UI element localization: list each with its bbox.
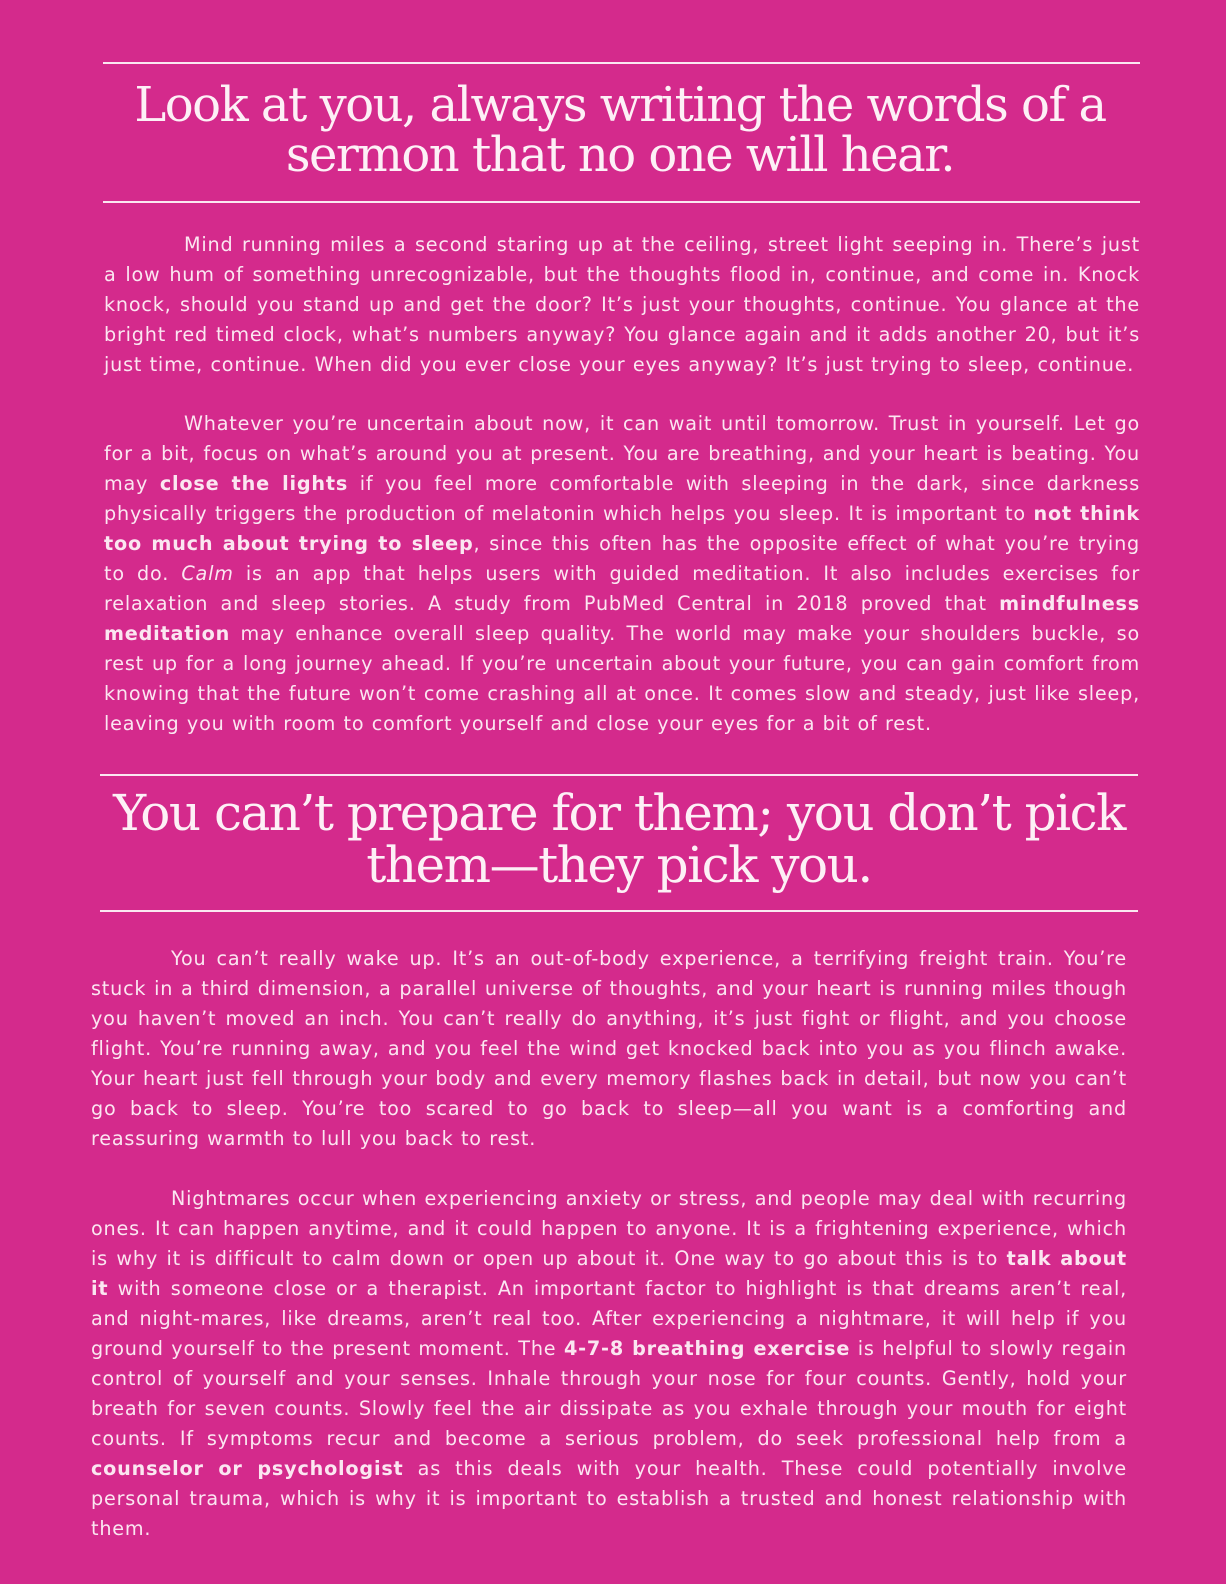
text-run: is helpful to slowly regain control of yourself and your senses. Inhale through your nose for four counts. Gently, hold your breath for seven counts. Slowly feel the air dissipate as you exhale through your mouth for eight counts. If symptoms recur and become a serious problem, do seek professional help from a bbox=[91, 1337, 1127, 1450]
italic-phrase: Calm bbox=[181, 562, 234, 585]
section-2-paragraph-2 bbox=[91, 1184, 1127, 1544]
text-run: Nightmares occur when experiencing anxiety or stress, and people may deal with recurring ones. It can happen anytime, and it could happen to anyone. It is a frightening experience, which is why it is difficult to calm down or open up about it. One way to go about this is to bbox=[91, 1187, 1127, 1270]
bold-phrase: 4-7-8 breathing exercise bbox=[563, 1337, 851, 1360]
section-1-paragraph-1 bbox=[104, 230, 1140, 380]
bold-phrase: talk about it bbox=[91, 1247, 1127, 1300]
text-run: if you feel more comfortable with sleeping in the dark, since darkness physically triggers the production of melatonin which helps you sleep. It is important to bbox=[104, 472, 1140, 525]
text-run: is an app that helps users with guided meditation. It also includes exercises for relaxation and sleep stories. A study from PubMed Central in 2018 proved that bbox=[104, 562, 1141, 615]
top-rule-1 bbox=[103, 62, 1140, 64]
bold-phrase: close the lights bbox=[159, 472, 349, 495]
section-2-heading: You can’t prepare for them; you don’t pick them—they pick you. bbox=[113, 784, 1125, 894]
section-1-heading: Look at you, always writing the words of a sermon that no one will hear. bbox=[134, 77, 1106, 183]
bottom-rule-1 bbox=[103, 201, 1140, 203]
text-run: Whatever you’re uncertain about now, it can wait until tomorrow. Trust in yourself. Let go for a bit, focus on what’s around you at present. You are breathing, and your heart is beating. You may bbox=[104, 412, 1140, 495]
text-run: Mind running miles a second staring up at the ceiling, street light seeping in. There’s just a low hum of something unrecognizable, but the thoughts flood in, continue, and come in. Knock knock, should you stand up and get the door? It’s just your thoughts, continue. You glance at the bright red timed clock, what’s numbers anyway? You glance again and it adds another 20, but it’s just time, continue. When did you ever close your eyes anyway? It’s just trying to sleep, continue. bbox=[104, 233, 1140, 376]
bottom-rule-2 bbox=[100, 910, 1138, 912]
top-rule-2 bbox=[100, 774, 1138, 776]
text-run: may enhance overall sleep quality. The world may make your shoulders buckle, so rest up for a long journey ahead. If you’re uncertain about your future, you can gain comfort from knowing that the future won’t come crashing all at once. It comes slow and steady, just like sleep, leaving you with room to comfort yourself and close your eyes for a bit of rest. bbox=[104, 622, 1140, 735]
bold-phrase: counselor or psychologist bbox=[91, 1457, 404, 1480]
text-run: with someone close or a therapist. An important factor to highlight is that dreams aren’t real, and night-mares, like dreams, aren’t real too. After experiencing a nightmare, it will help if you ground yourself to the present moment. The bbox=[91, 1277, 1127, 1360]
section-2-paragraph-1 bbox=[91, 944, 1127, 1154]
text-run: You can’t really wake up. It’s an out-of-body experience, a terrifying freight train. You’re stuck in a third dimension, a parallel universe of thoughts, and your heart is running miles though you haven’t moved an inch. You can’t really do anything, it’s just fight or flight, and you choose flight. You’re running away, and you feel the wind get knocked back into you as you flinch awake. Your heart just fell through your body and every memory flashes back in detail, but now you can’t go back to sleep. You’re too scared to go back to sleep—all you want is a comforting and reassuring warmth to lull you back to rest. bbox=[91, 947, 1127, 1150]
text-run: , since this often has the opposite effect of what you’re trying to do. bbox=[104, 532, 1141, 585]
bold-phrase: mindfulness meditation bbox=[104, 592, 1140, 645]
section-1-paragraph-2 bbox=[104, 409, 1140, 739]
bold-phrase: not think too much about trying to sleep bbox=[104, 502, 1140, 555]
text-run: as this deals with your health. These could potentially involve personal trauma, which is why it is important to establish a trusted and honest relationship with them. bbox=[91, 1457, 1128, 1540]
